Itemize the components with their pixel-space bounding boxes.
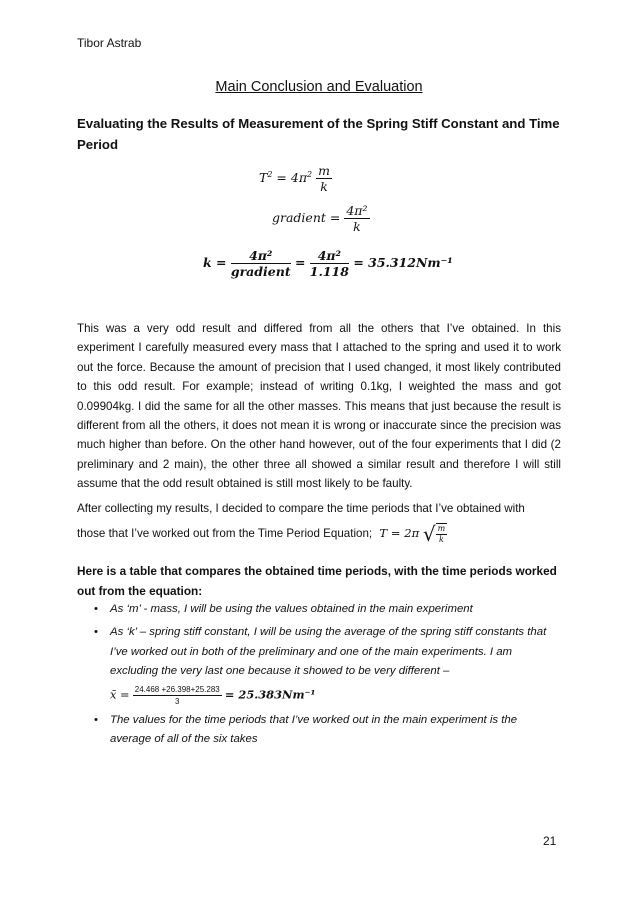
section-heading: Evaluating the Results of Measurement of the Spring Stiff Constant and Time Period xyxy=(77,116,560,152)
page-title: Main Conclusion and Evaluation xyxy=(215,79,423,95)
bullet-dot: • xyxy=(94,713,98,726)
equation-period-squared xyxy=(259,163,332,194)
mean-unit: Nm⁻¹ xyxy=(282,687,316,702)
equation-gradient xyxy=(272,203,370,234)
eq3-result: = 35.312 xyxy=(353,255,416,270)
bullet-spring-constant-text: As ‘k’ – spring stiff constant, I will be using the average of the spring stiff constants that I’ve worked out in both of the preliminary and one of the main experiments. I am excluding the very last one because it showed to be very different – xyxy=(110,626,547,678)
sqrt-sign: √ xyxy=(422,522,436,546)
equation-k-result xyxy=(203,248,453,279)
eq2-lhs: gradient = xyxy=(272,210,341,225)
mean-denominator: 3 xyxy=(175,696,180,706)
time-period-numerator: m xyxy=(437,524,446,533)
paragraph-comparison xyxy=(77,499,561,545)
paragraph-comparison-line-2 xyxy=(77,523,561,545)
paragraph-comparison-line-1: After collecting my results, I decided to compare the time periods that I’ve obtained with xyxy=(77,502,525,515)
mean-symbol: x̄ = xyxy=(110,687,130,702)
eq3-denominator-1: gradient xyxy=(230,264,291,279)
table-heading: Here is a table that compares the obtained time periods, with the time periods worked out from the equation: xyxy=(77,564,557,598)
eq1-fraction xyxy=(316,163,332,194)
bullet-list xyxy=(77,600,561,753)
eq1-lhs-exponent: 2 xyxy=(267,169,273,179)
eq3-unit: Nm⁻¹ xyxy=(415,255,453,270)
bullet-dot: • xyxy=(94,603,98,615)
mean-numerator: 24.468 +26.398+25.283 xyxy=(134,684,220,694)
time-period-equation xyxy=(379,522,447,546)
list-item xyxy=(77,623,561,706)
eq1-rhs-exponent: 2 xyxy=(307,169,313,179)
eq3-numerator-1: 4π² xyxy=(231,248,291,264)
mean-equation xyxy=(110,684,561,707)
paragraph-odd-result: This was a very odd result and differed from all the others that I’ve obtained. In this experiment I carefully measured every mass that I attached to the spring and used it to work out the force. Because the amount of precision that I used changed, it most likely contributed to this odd result. For example; instead of writing 0.1kg, I weighted the mass and got 0.09904kg. I did the same for all the other masses. This means that just because the result is different from all the others, it does not mean it is wrong or inaccurate since the precision was much higher than before. On the other hand however, out of the four experiments that I did (2 preliminary and 2 main), the other three all showed a similar result and therefore I will still assume that the odd result obtained is still most likely to be faulty. xyxy=(77,322,561,491)
eq1-denominator: k xyxy=(320,179,328,194)
eq2-denominator: k xyxy=(353,219,361,234)
time-period-fraction xyxy=(436,523,448,545)
eq3-fraction-1 xyxy=(231,248,291,279)
time-period-denominator: k xyxy=(439,535,444,544)
eq3-denominator-2: 1.118 xyxy=(309,264,349,279)
bullet-mass-text: As ‘m’ - mass, I will be using the values obtained in the main experiment xyxy=(110,603,473,615)
bullet-time-period-text: The values for the time periods that I’ve worked out in the main experiment is the average of all of the six takes xyxy=(110,713,518,746)
mean-fraction xyxy=(133,684,222,707)
bullet-dot: • xyxy=(94,626,98,639)
header-author: Tibor Astrab xyxy=(77,36,142,50)
paragraph-comparison-text: those that I’ve worked out from the Time Period Equation; xyxy=(77,527,373,540)
eq3-lhs: k = xyxy=(203,255,227,270)
list-item xyxy=(77,600,561,619)
eq3-equals: = xyxy=(294,255,306,270)
page-number: 21 xyxy=(543,834,557,848)
eq1-lhs: T xyxy=(259,170,268,185)
list-item xyxy=(77,711,561,750)
eq3-numerator-2: 4π² xyxy=(310,248,349,264)
eq1-rhs-prefix: = 4π xyxy=(276,170,308,185)
eq2-numerator: 4π² xyxy=(346,203,368,218)
eq1-numerator: m xyxy=(318,163,330,178)
eq2-fraction xyxy=(344,203,369,234)
mean-result: = 25.383 xyxy=(224,687,283,702)
eq3-fraction-2 xyxy=(310,248,349,279)
time-period-lhs: T = 2π xyxy=(379,526,420,540)
